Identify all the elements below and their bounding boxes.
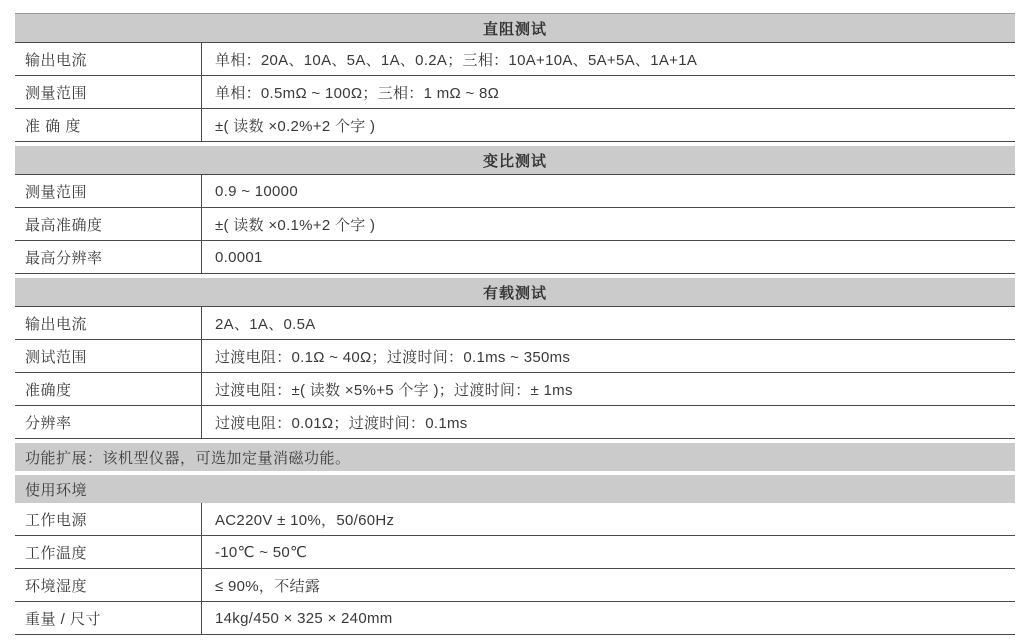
- section-title: 变比测试: [482, 152, 547, 170]
- spec-label: 测量范围: [15, 175, 202, 207]
- table-row: [15, 373, 1015, 406]
- spec-label: 最高分辨率: [15, 241, 202, 273]
- spec-value: 2A、1A、0.5A: [215, 315, 316, 333]
- table-row: [15, 536, 1015, 569]
- spec-label: 最高准确度: [15, 208, 202, 240]
- section-title: 有载测试: [482, 284, 547, 302]
- spec-label: 输出电流: [15, 43, 202, 75]
- spec-value: 单相：0.5mΩ ~ 100Ω；三相：1 mΩ ~ 8Ω: [215, 84, 500, 102]
- spec-value: 过渡电阻：±( 读数 ×5%+5 个字 )；过渡时间：± 1ms: [215, 381, 573, 399]
- spec-label: 准确度: [15, 373, 202, 405]
- table-row: [15, 109, 1015, 142]
- table-row: [15, 503, 1015, 536]
- function-extension-note: [15, 443, 1015, 471]
- spec-label: 环境湿度: [15, 569, 202, 601]
- spec-value: ≤ 90%，不结露: [215, 577, 321, 595]
- section-header-ratio: [15, 146, 1015, 175]
- spec-label: 测量范围: [15, 76, 202, 108]
- spec-value: -10℃ ~ 50℃: [215, 544, 308, 561]
- spec-label: 分辨率: [15, 406, 202, 438]
- spec-value: 0.9 ~ 10000: [215, 182, 298, 200]
- table-row: [15, 406, 1015, 439]
- spec-label: 准 确 度: [15, 109, 202, 141]
- table-row: [15, 340, 1015, 373]
- spec-value: ±( 读数 ×0.1%+2 个字 ): [215, 216, 376, 234]
- spec-value: ±( 读数 ×0.2%+2 个字 ): [215, 117, 376, 135]
- table-row: [15, 175, 1015, 208]
- section-title: 直阻测试: [482, 20, 547, 38]
- spec-value: 过渡电阻：0.1Ω ~ 40Ω；过渡时间：0.1ms ~ 350ms: [215, 348, 571, 366]
- spec-value: 0.0001: [215, 248, 263, 266]
- table-row: [15, 307, 1015, 340]
- spec-value: 过渡电阻：0.01Ω；过渡时间：0.1ms: [215, 414, 468, 432]
- table-row: [15, 76, 1015, 109]
- spec-value: 14kg/450 × 325 × 240mm: [215, 609, 393, 627]
- spec-sheet: [15, 13, 1015, 635]
- section-header-dc-resistance: [15, 13, 1015, 43]
- spec-label: 工作电源: [15, 503, 202, 535]
- spec-value: AC220V ± 10%，50/60Hz: [215, 511, 395, 529]
- table-row: [15, 241, 1015, 274]
- section-header-on-load: [15, 278, 1015, 307]
- table-row: [15, 569, 1015, 602]
- note-text: 使用环境: [25, 481, 88, 499]
- spec-label: 输出电流: [15, 307, 202, 339]
- table-row: [15, 208, 1015, 241]
- environment-section-header: [15, 475, 1015, 503]
- spec-label: 重量 / 尺寸: [15, 602, 202, 634]
- spec-label: 工作温度: [15, 536, 202, 568]
- table-row: [15, 43, 1015, 76]
- note-text: 功能扩展：该机型仪器，可选加定量消磁功能。: [25, 449, 351, 467]
- spec-label: 测试范围: [15, 340, 202, 372]
- table-row: [15, 602, 1015, 635]
- spec-value: 单相：20A、10A、5A、1A、0.2A；三相：10A+10A、5A+5A、1A+1A: [215, 51, 698, 69]
